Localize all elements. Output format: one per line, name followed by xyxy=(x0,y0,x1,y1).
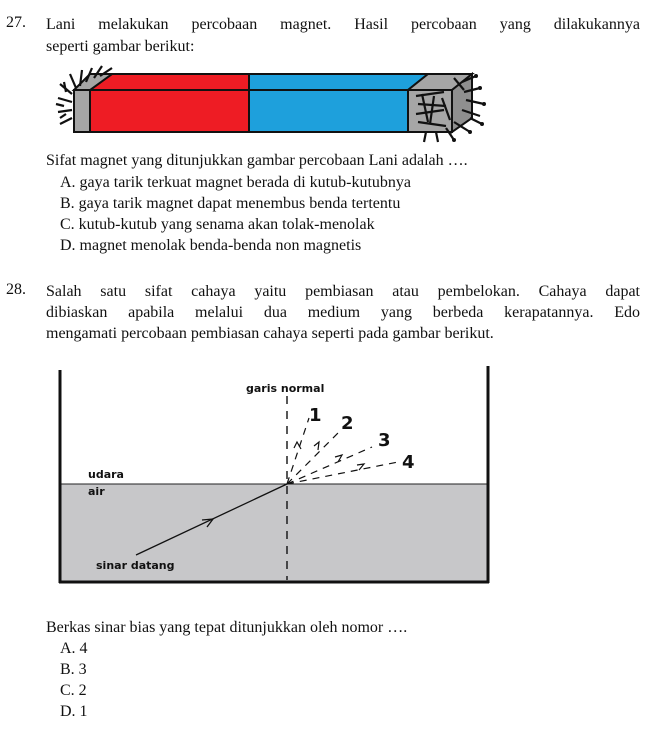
question-number-28: 28. xyxy=(6,281,26,298)
magnet-top-right xyxy=(249,74,428,90)
question-28-option-c[interactable]: C. 2 xyxy=(60,682,87,699)
question-27-prompt: Sifat magnet yang ditunjukkan gambar percobaan Lani adalah …. xyxy=(46,152,468,169)
question-28-option-a[interactable]: A. 4 xyxy=(60,640,88,657)
refraction-diagram xyxy=(0,360,666,600)
magnet-left-cap xyxy=(74,90,90,132)
ray-2 xyxy=(287,432,339,484)
question-28-option-b[interactable]: B. 3 xyxy=(60,661,87,678)
air-medium-label: udara xyxy=(88,468,124,481)
question-27-option-b[interactable]: B. gaya tarik magnet dapat menembus benda tertentu xyxy=(60,195,401,212)
ray-1 xyxy=(287,418,309,484)
ray-label-3: 3 xyxy=(378,430,391,451)
question-28-text-line-3: mengamati percobaan pembiasan cahaya seperti pada gambar berikut. xyxy=(46,325,494,342)
question-28-prompt: Berkas sinar bias yang tepat ditunjukkan oleh nomor …. xyxy=(46,619,408,636)
magnet-north-pole xyxy=(90,90,249,132)
question-27-option-c[interactable]: C. kutub-kutub yang senama akan tolak-menolak xyxy=(60,216,375,233)
question-27-option-a[interactable]: A. gaya tarik terkuat magnet berada di kutub-kutubnya xyxy=(60,174,411,191)
question-28-text-line-2: dibiaskan apabila melalui dua medium yang berbeda kerapatannya. Edo xyxy=(46,304,640,321)
ray-label-1: 1 xyxy=(309,405,322,426)
ray-3 xyxy=(287,447,372,484)
incident-ray-label: sinar datang xyxy=(96,559,175,572)
ray-label-2: 2 xyxy=(341,413,354,434)
question-number-27: 27. xyxy=(6,14,26,31)
ray-label-4: 4 xyxy=(402,452,415,473)
question-27-text-line-2: seperti gambar berikut: xyxy=(46,38,195,55)
question-28-option-d[interactable]: D. 1 xyxy=(60,703,88,720)
question-27-text-line-1: Lani melakukan percobaan magnet. Hasil percobaan yang dilakukannya xyxy=(46,16,640,33)
magnet-top-left xyxy=(90,74,249,90)
question-27-option-d[interactable]: D. magnet menolak benda-benda non magnetis xyxy=(60,237,362,254)
water-medium-label: air xyxy=(88,485,105,498)
normal-label: garis normal xyxy=(246,382,325,395)
magnet-figure xyxy=(50,62,500,144)
ray-4 xyxy=(287,462,398,484)
magnet-south-pole xyxy=(249,90,408,132)
question-28-text-line-1: Salah satu sifat cahaya yaitu pembiasan atau pembelokan. Cahaya dapat xyxy=(46,283,640,300)
